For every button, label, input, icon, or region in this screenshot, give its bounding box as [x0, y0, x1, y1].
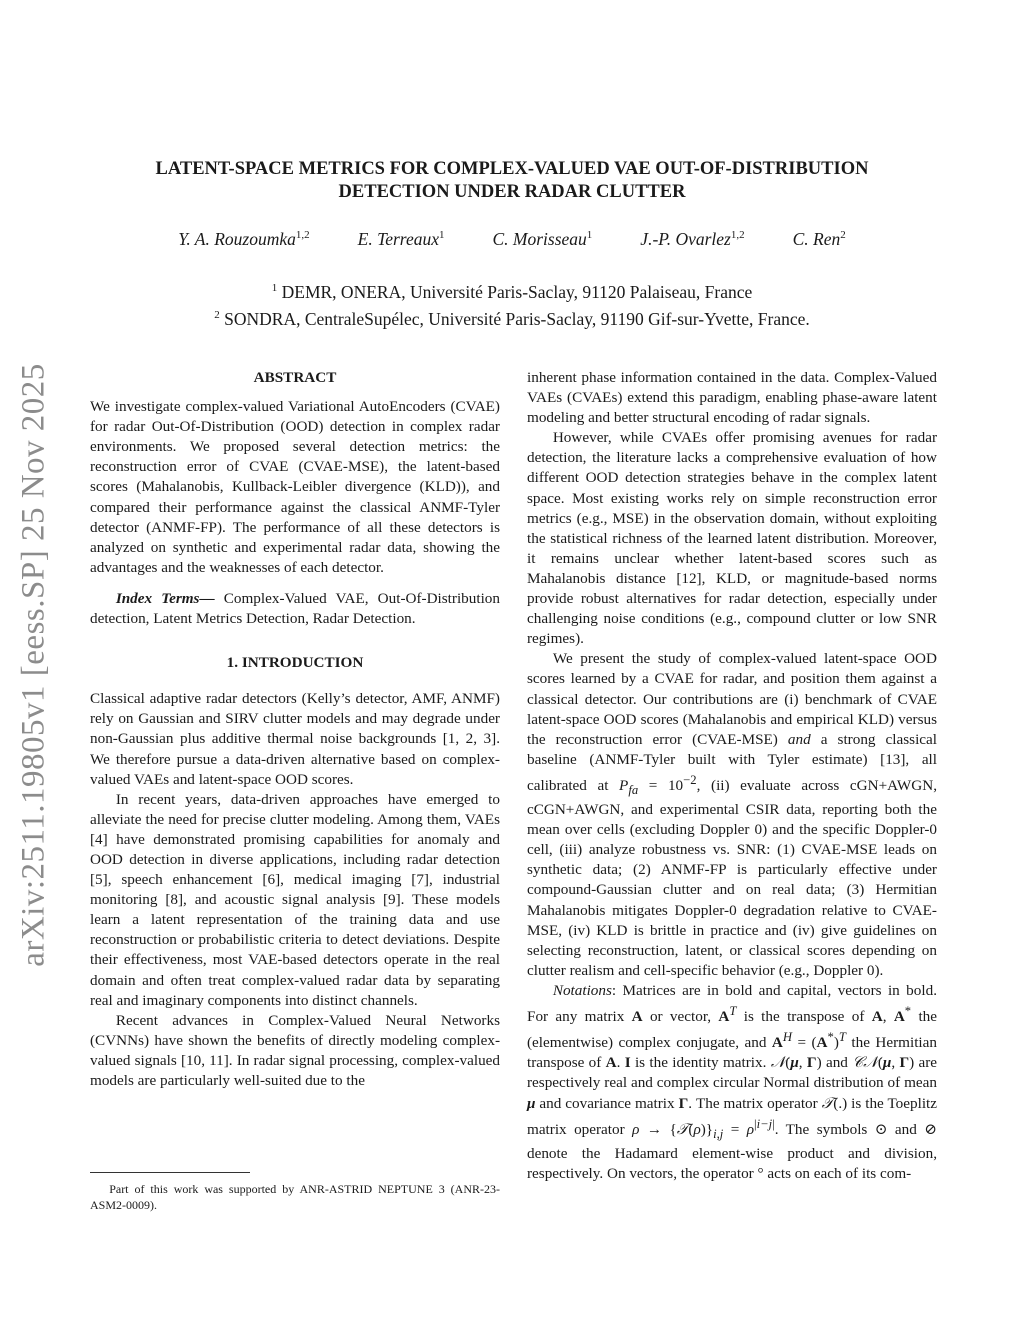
body-paragraph: Classical adaptive radar detectors (Kelly’s detector, AMF, ANMF) rely on Gaussian and SIRV clutter models and may degrade under non-Gaussian plus additive thermal noise backgrounds [1, 2, 3]. We therefore pursue a data-driven alternative based on complex-valued VAEs and latent-space OOD scores. [90, 690, 500, 788]
body-paragraph: We present the study of complex-valued latent-space OOD scores learned by a CVAE for radar, and position them against a classical detector. Our contributions are (i) benchmark of CVAE latent-space OOD scores (Mahalanobis and empirical KLD) versus the reconstruction error (CVAE-MSE) and a strong classical baseline (ANMF-Tyler built with Tyler estimate) [13], all calibrated at $P_{fa} = 10^{-2}$, (ii) evaluate across cGN+AWGN, cCGN+AWGN, and experimental CSIR data, reporting both the mean over cells (excluding Doppler 0) and the specific Doppler-0 cell, (iii) analyze robustness vs. SNR: (1) CVAE-MSE leads on synthetic data; (2) ANMF-FP is particularly effective under compound-Gaussian clutter and on real data; (3) Hermitian Mahalanobis mitigates Doppler-0 degradation relative to CVAE-MSE, (iv) KLD is brittle in practice and (iv) give guidelines on selecting reconstruction, latent, or classical scores depending on clutter realism and cell-specific behavior (e.g., Doppler 0). [527, 650, 937, 979]
index-terms: Index Terms— Complex-Valued VAE, Out-Of-Distribution detection, Latent Metrics Detection, Radar Detection. [90, 589, 500, 628]
author: Y. A. Rouzoumka$^{1,2}$ [178, 229, 310, 249]
author: C. Morisseau$^1$ [492, 229, 593, 249]
body-paragraph: However, while CVAEs offer promising avenues for radar detection, the literature lacks a comprehensive evaluation of how different OOD detection strategies behave in the complex latent space. Most existing works rely on simple reconstruction error metrics (e.g., MSE) in the observation domain, without exploiting the statistical richness of the learned latent distribution. Moreover, it remains unclear whether latent-based scores such as Mahalanobis distance [12], KLD, or magnitude-based norms provide robust alternatives for radar detection, especially under challenging noise conditions (e.g., compound clutter or low SNR regimes). [527, 429, 937, 648]
body-paragraph: Recent advances in Complex-Valued Neural Networks (CVNNs) have shown the benefits of directly modeling complex-valued signals [10, 11]. In radar signal processing, complex-valued models are particularly well-suited due to the [90, 1011, 500, 1089]
body-paragraph: inherent phase information contained in the data. Complex-Valued VAEs (CVAEs) extend this paradigm, enabling phase-aware latent modeling and better structural encoding of radar signals. [527, 369, 937, 427]
footnote-text: Part of this work was supported by ANR-ASTRID NEPTUNE 3 (ANR-23-ASM2-0009). [90, 1182, 500, 1212]
affiliation: $^2$ SONDRA, CentraleSupélec, Université Paris-Saclay, 91190 Gif-sur-Yvette, France. [214, 308, 810, 329]
section-heading-introduction: 1. INTRODUCTION [226, 654, 364, 672]
abstract-text: We investigate complex-valued Variational AutoEncoders (CVAE) for radar Out-Of-Distribution (OOD) detection in complex radar environments. We proposed several detection metrics: the reconstruction error of CVAE (CVAE-MSE), the latent-based scores (Mahalanobis, Kullback-Leibler divergence (KLD)), and compared their performance against the classical ANMF-Tyler detector (ANMF-FP). The performance of all these detectors is analyzed on synthetic and experimental radar data, showing the advantages and the weaknesses of each detector. [90, 398, 500, 576]
affiliations [90, 277, 934, 331]
title-line-1: LATENT-SPACE METRICS FOR COMPLEX-VALUED VAE OUT-OF-DISTRIBUTION [155, 159, 869, 179]
right-column [527, 368, 937, 1184]
footnote [90, 1172, 500, 1213]
author: C. Ren$^2$ [792, 229, 846, 249]
left-column [90, 368, 500, 1091]
notations-paragraph: Notations: Matrices are in bold and capital, vectors in bold. For any matrix A or vector, $A^T$ is the transpose of A, A* the (elementwise) complex conjugate, and $A^H = (A^*)^T$ the Hermitian transpose of A. I is the identity matrix. 𝒩(μ, Γ) and 𝒞𝒩(μ, Γ) are respectively real and complex circular Normal distribution of mean μ and covariance matrix Γ. The matrix operator 𝒯(.) is the Toeplitz matrix operator $\rho \to \{𝒯(\rho)\}_{i,j} = \rho^{|i-j|}$. The symbols ⊙ and ⊘ denote the Hadamard element-wise product and division, respectively. On vectors, the operator ° acts on each of its com- [527, 981, 938, 1182]
footnote-rule [90, 1172, 250, 1173]
affiliation: $^1$ DEMR, ONERA, Université Paris-Saclay, 91120 Palaiseau, France [271, 281, 753, 302]
paper-title [90, 158, 934, 204]
body-paragraph: In recent years, data-driven approaches have emerged to alleviate the need for precise clutter modeling. Among them, VAEs [4] have demonstrated promising capabilities for anomaly and OOD detection in diverse applications, including radar detection [5], speech enhancement [6], medical imaging [7], industrial monitoring [8], and acoustic signal analysis [9]. These models learn a latent representation of the training data and use reconstruction or probabilistic criteria to detect deviations. Despite their effectiveness, most VAE-based detectors operate in the real domain and often treat complex-valued radar data by separating real and imaginary components into distinct channels. [90, 790, 500, 1009]
arxiv-identifier-stamp: arXiv:2511.19805v1 [eess.SP] 25 Nov 2025 [15, 363, 52, 967]
author: E. Terreaux$^1$ [357, 229, 445, 249]
abstract-heading: ABSTRACT [253, 369, 337, 386]
title-line-2: DETECTION UNDER RADAR CLUTTER [338, 182, 686, 202]
author-list [90, 229, 934, 250]
author: J.-P. Ovarlez$^{1,2}$ [640, 229, 745, 249]
